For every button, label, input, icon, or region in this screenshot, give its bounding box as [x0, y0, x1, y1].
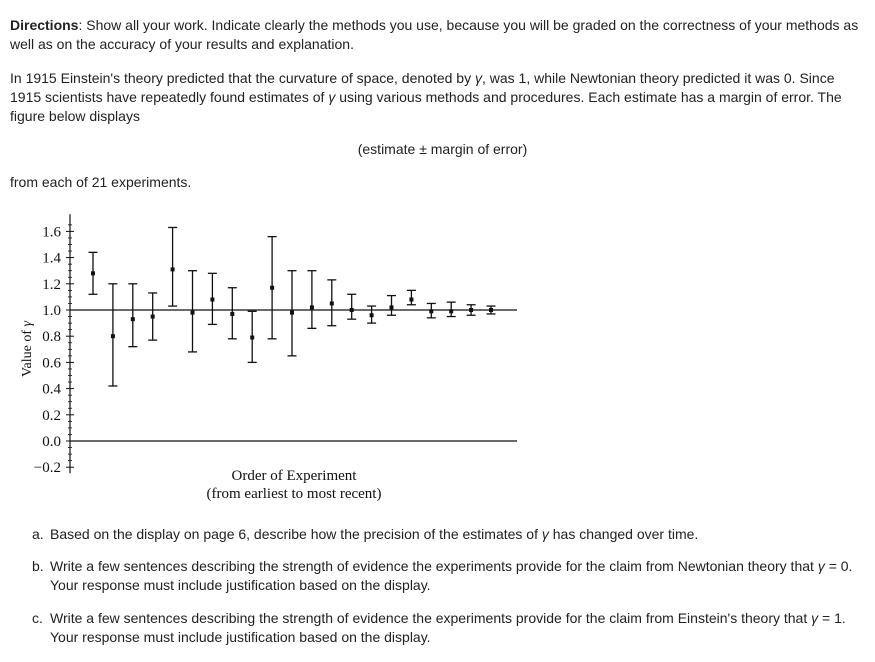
directions-text: : Show all your work. Indicate clearly the methods you use, because you will be graded on the correctness of your methods as well as on the accuracy of your results and explanation.	[10, 17, 859, 52]
estimate-point	[409, 298, 413, 302]
y-axis-label: Value of γ	[20, 320, 35, 378]
error-bar	[228, 288, 237, 339]
y-tick-label: 0.2	[42, 407, 61, 424]
intro-text-3: using various methods and procedures. Each estimate has a margin of error. The figure below displays	[10, 89, 842, 124]
estimate-point	[270, 286, 274, 290]
gamma-symbol: γ	[541, 526, 549, 542]
estimate-point	[469, 308, 473, 312]
error-bar	[108, 284, 117, 386]
error-bar	[268, 237, 277, 339]
estimate-point	[449, 309, 453, 313]
gamma-symbol: γ	[474, 70, 482, 86]
estimate-point	[370, 313, 374, 317]
y-tick-label: 1.4	[42, 250, 61, 267]
estimate-point	[210, 298, 214, 302]
error-bars	[89, 227, 496, 386]
estimate-point	[171, 267, 175, 271]
y-tick-label: 0.0	[42, 434, 61, 450]
gamma-symbol: γ	[817, 558, 825, 574]
chart-axes	[70, 214, 517, 473]
estimate-point	[429, 309, 433, 313]
y-tick-label: 1.2	[42, 276, 61, 293]
y-tick-label: 0.4	[42, 381, 61, 398]
estimate-point	[111, 334, 115, 338]
question-b-text-1: Write a few sentences describing the strength of evidence the experiments provide for the claim from Newtonian theory that	[50, 558, 818, 574]
error-bar	[188, 271, 197, 352]
estimate-point	[230, 312, 234, 316]
error-bar	[148, 293, 157, 340]
experiments-count-text: from each of 21 experiments.	[10, 174, 192, 190]
error-bar	[168, 227, 177, 306]
intro-text-1: In 1915 Einstein's theory predicted that the curvature of space, denoted by	[10, 70, 475, 86]
error-bar	[387, 296, 396, 316]
estimate-point	[290, 311, 294, 315]
question-a-label: a.	[32, 526, 44, 542]
question-c	[32, 609, 868, 647]
question-c-text-1: Write a few sentences describing the strength of evidence the experiments provide for the claim from Einstein's theory that	[50, 610, 812, 626]
directions-paragraph	[10, 16, 868, 54]
y-tick-label: 1.0	[42, 303, 61, 319]
estimate-point	[330, 301, 334, 305]
estimate-point	[250, 336, 254, 340]
x-axis-label: Order of Experiment	[231, 468, 357, 484]
error-bar	[288, 271, 297, 356]
y-tick-label: −0.2	[33, 460, 61, 477]
error-bar-chart	[0, 200, 540, 505]
error-bar	[367, 306, 376, 323]
intro-text-2: , was 1, while Newtonian theory predicted it was 0. Since 1915 scientists have repeatedly found estimates of	[10, 70, 835, 105]
question-b-label: b.	[32, 558, 44, 574]
error-bar	[347, 294, 356, 319]
error-bar	[447, 302, 456, 316]
y-tick-label: 0.8	[42, 329, 61, 346]
question-a-text-2: has changed over time.	[548, 526, 699, 542]
estimate-point	[191, 311, 195, 315]
estimate-point	[310, 305, 314, 309]
error-bar	[208, 273, 217, 324]
question-c-text-2: = 1. Your response must include justification based on the display.	[50, 610, 846, 645]
y-tick-label: 0.6	[42, 355, 61, 372]
error-bar	[407, 290, 416, 304]
estimate-point	[91, 271, 95, 275]
error-bar	[128, 284, 137, 347]
gamma-symbol: γ	[811, 610, 819, 626]
estimate-point	[131, 317, 135, 321]
y-ticks	[34, 224, 74, 476]
estimate-point	[489, 308, 493, 312]
x-axis-sublabel: (from earliest to most recent)	[206, 486, 382, 502]
error-bar	[307, 271, 316, 329]
question-b	[32, 557, 868, 595]
question-c-label: c.	[32, 610, 43, 626]
estimate-point	[350, 308, 354, 312]
estimate-note: (estimate ± margin of error)	[357, 141, 528, 157]
error-bar	[427, 303, 436, 317]
gamma-symbol: γ	[328, 89, 336, 105]
intro-paragraph	[10, 69, 868, 126]
estimate-point	[151, 315, 155, 319]
question-a-text-1: Based on the display on page 6, describe how the precision of the estimates of	[50, 526, 542, 542]
error-bar	[89, 252, 98, 294]
estimate-point	[390, 305, 394, 309]
y-tick-label: 1.6	[42, 224, 61, 241]
question-b-text-2: = 0. Your response must include justification based on the display.	[50, 558, 853, 593]
directions-label: Directions	[10, 17, 79, 33]
question-a	[32, 525, 868, 544]
error-bar	[327, 280, 336, 326]
error-bar	[248, 311, 257, 362]
